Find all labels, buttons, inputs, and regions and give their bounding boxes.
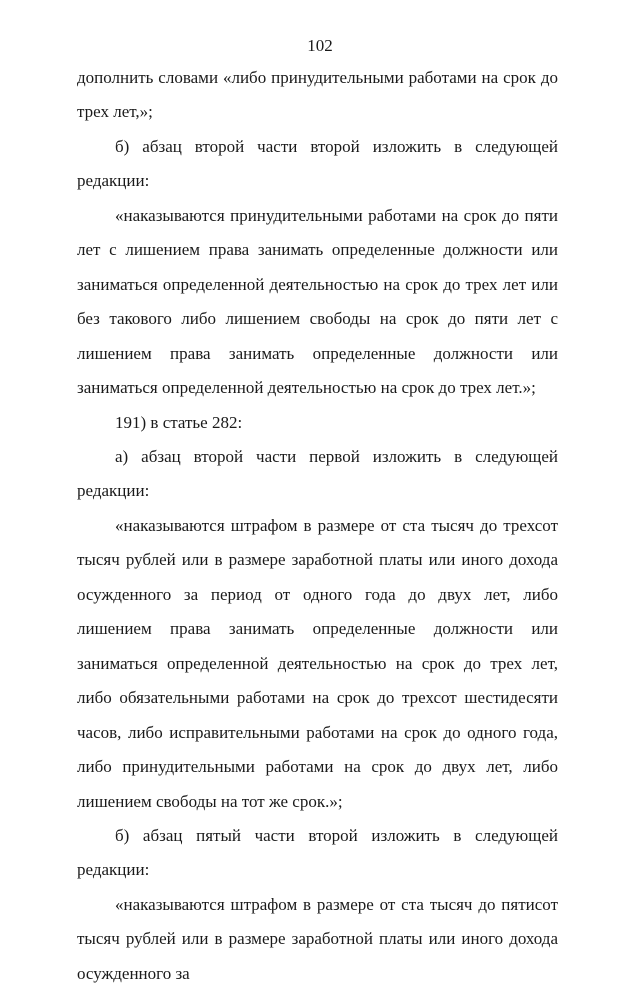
paragraph-amendment-b-part-two-fifth: б) абзац пятый части второй изложить в следующей редакции: bbox=[77, 825, 558, 880]
paragraph-amendment-b-part-two: б) абзац второй части второй изложить в следующей редакции: bbox=[77, 136, 558, 191]
document-body bbox=[77, 61, 558, 991]
page-number: 102 bbox=[307, 36, 333, 55]
paragraph-quoted-penalty-fine: «наказываются штрафом в размере от ста тысяч до трехсот тысяч рублей или в размере заработной платы или иного дохода осужденного за период от одного года до двух лет, либо лишением права занимать определенные должности или заниматься определенной деятельностью на срок до трех лет, либо обязательными работами на срок до трехсот шестидесяти часов, либо исправительными работами на срок до одного года, либо принудительными работами на срок до двух лет, либо лишением свободы на тот же срок.»; bbox=[77, 515, 558, 811]
paragraph-amendment-a-part-one: а) абзац второй части первой изложить в следующей редакции: bbox=[77, 446, 558, 501]
paragraph-quoted-penalty-fine-partial: «наказываются штрафом в размере от ста тысяч до пятисот тысяч рублей или в размере заработной платы или иного дохода осужденного за bbox=[77, 894, 558, 983]
paragraph-item-191: 191) в статье 282: bbox=[115, 412, 243, 432]
paragraph-quoted-penalty-forced-labor: «наказываются принудительными работами на срок до пяти лет с лишением права занимать определенные должности или заниматься определенной деятельностью на срок до трех лет или без такового либо лишением свободы на срок до пяти лет с лишением права занимать определенные должности или заниматься определенной деятельностью на срок до трех лет.»; bbox=[77, 205, 558, 398]
paragraph-continuation: дополнить словами «либо принудительными работами на срок до трех лет,»; bbox=[77, 68, 558, 122]
